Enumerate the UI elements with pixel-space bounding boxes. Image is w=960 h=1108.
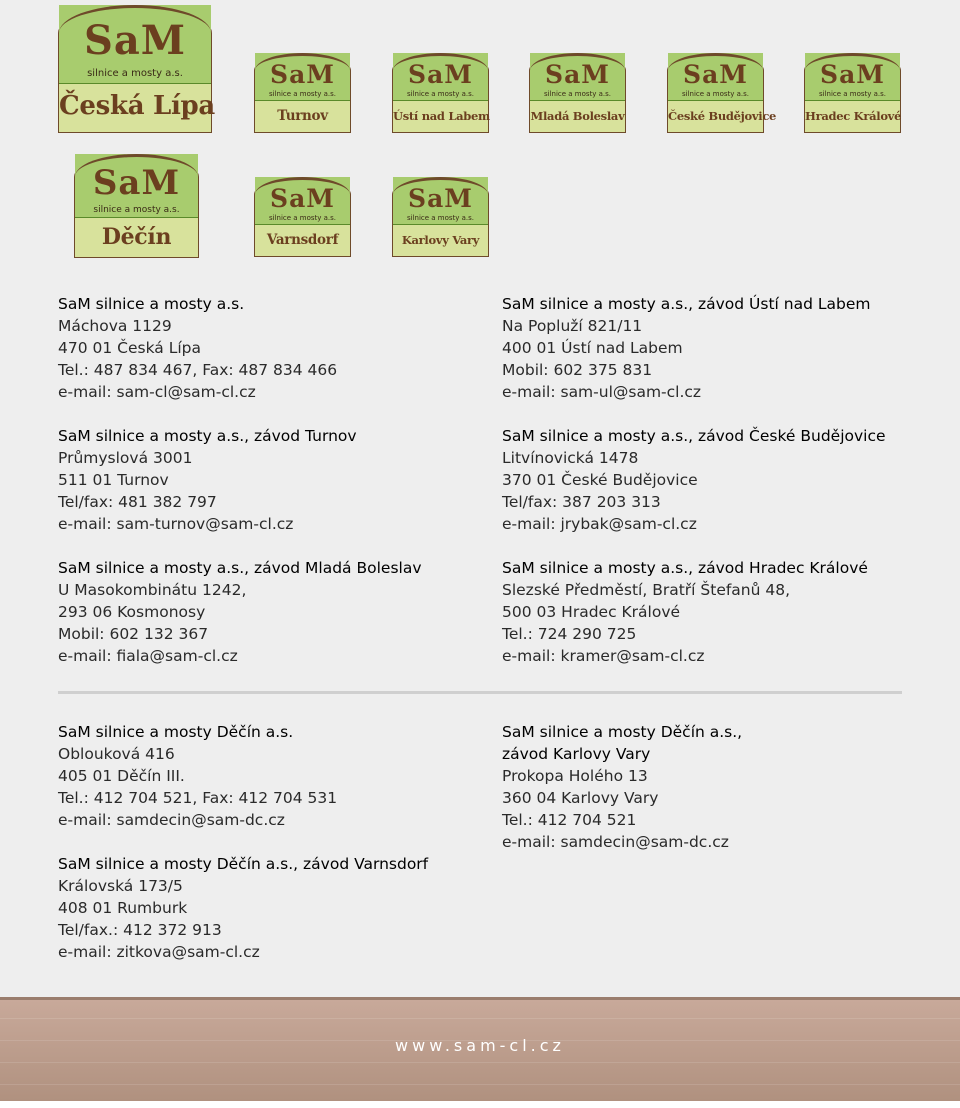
address-heading: SaM silnice a mosty a.s., závod Hradec Králové (502, 559, 868, 577)
address-email[interactable]: e-mail: sam-ul@sam-cl.cz (502, 383, 702, 401)
address-heading: SaM silnice a mosty a.s., závod České Budějovice (502, 427, 886, 445)
address-hradec-kralove (502, 557, 868, 667)
address-phone: Tel.: 412 704 521, Fax: 412 704 531 (58, 789, 338, 807)
address-street: Průmyslová 3001 (58, 449, 193, 467)
address-ceske-budejovice (502, 425, 886, 535)
logo-subtitle: silnice a mosty a.s. (268, 90, 337, 98)
logo-varnsdorf (254, 177, 351, 257)
address-ceska-lipa (58, 293, 337, 403)
logo-decin (74, 154, 199, 258)
logo-sam-text: SaM (83, 17, 187, 64)
logo-subtitle: silnice a mosty a.s. (406, 90, 475, 98)
address-email[interactable]: e-mail: sam-turnov@sam-cl.cz (58, 515, 294, 533)
address-email[interactable]: e-mail: jrybak@sam-cl.cz (502, 515, 697, 533)
logo-city: České Budějovice (668, 109, 777, 123)
address-heading: SaM silnice a mosty Děčín a.s., (502, 723, 743, 741)
address-phone: Tel.: 412 704 521 (502, 811, 637, 829)
address-city: 293 06 Kosmonosy (58, 603, 206, 621)
logo-sam-text: SaM (408, 184, 473, 213)
address-phone: Tel.: 724 290 725 (502, 625, 637, 643)
website-link[interactable]: www.sam-cl.cz (395, 1036, 565, 1055)
address-street: U Masokombinátu 1242, (58, 581, 247, 599)
bottom-strip (0, 1101, 960, 1108)
address-heading: SaM silnice a mosty a.s., závod Ústí nad Labem (502, 295, 871, 313)
address-usti-nad-labem (502, 293, 870, 403)
logo-subtitle: silnice a mosty a.s. (543, 90, 612, 98)
logo-city: Karlovy Vary (401, 233, 480, 247)
logo-sam-text: SaM (408, 60, 473, 89)
address-city: 360 04 Karlovy Vary (502, 789, 659, 807)
address-heading-plant: závod Karlovy Vary (502, 745, 651, 763)
address-phone: Mobil: 602 132 367 (58, 625, 209, 643)
address-turnov (58, 425, 357, 535)
logo-sam-text: SaM (270, 60, 335, 89)
address-email[interactable]: e-mail: samdecin@sam-dc.cz (502, 833, 729, 851)
logo-subtitle: silnice a mosty a.s. (681, 90, 750, 98)
address-phone: Tel/fax: 387 203 313 (502, 493, 661, 511)
logo-city: Turnov (277, 108, 328, 124)
logo-city: Varnsdorf (266, 232, 339, 248)
address-heading: SaM silnice a mosty Děčín a.s., závod Varnsdorf (58, 855, 429, 873)
address-city: 511 01 Turnov (58, 471, 169, 489)
logo-sam-text: SaM (820, 60, 885, 89)
address-city: 470 01 Česká Lípa (58, 339, 202, 357)
section-divider (58, 691, 902, 694)
address-mlada-boleslav (58, 557, 422, 667)
logo-city: Hradec Králové (805, 109, 902, 123)
address-phone: Tel/fax.: 412 372 913 (58, 921, 222, 939)
logo-ceska-lipa (58, 5, 215, 133)
logo-city: Ústí nad Labem (393, 109, 490, 123)
address-heading: SaM silnice a mosty a.s., závod Turnov (58, 427, 357, 445)
address-street: Máchova 1129 (58, 317, 172, 335)
address-street: Slezské Předměstí, Bratří Štefanů 48, (502, 581, 791, 599)
address-city: 370 01 České Budějovice (502, 471, 698, 489)
logo-ceske-budejovice (667, 53, 777, 133)
address-city: 400 01 Ústí nad Labem (502, 339, 683, 357)
logo-sam-text: SaM (683, 60, 748, 89)
address-email[interactable]: e-mail: fiala@sam-cl.cz (58, 647, 238, 665)
logo-subtitle: silnice a mosty a.s. (268, 214, 337, 222)
logo-subtitle: silnice a mosty a.s. (93, 205, 180, 215)
address-heading: SaM silnice a mosty Děčín a.s. (58, 723, 294, 741)
logo-mlada-boleslav (529, 53, 626, 133)
logo-subtitle: silnice a mosty a.s. (818, 90, 887, 98)
logo-sam-text: SaM (92, 163, 181, 203)
address-decin (58, 721, 337, 831)
logo-usti-nad-labem (392, 53, 489, 133)
logo-hradec-kralove (804, 53, 901, 133)
address-phone: Tel/fax: 481 382 797 (58, 493, 217, 511)
logo-subtitle: silnice a mosty a.s. (87, 68, 183, 79)
logo-turnov (254, 53, 351, 133)
address-heading: SaM silnice a mosty a.s. (58, 295, 245, 313)
address-city: 405 01 Děčín III. (58, 767, 185, 785)
address-street: Oblouková 416 (58, 745, 175, 763)
address-city: 408 01 Rumburk (58, 899, 188, 917)
address-phone: Mobil: 602 375 831 (502, 361, 653, 379)
logo-karlovy-vary (392, 177, 489, 257)
address-street: Královská 173/5 (58, 877, 183, 895)
footer-banner (0, 997, 960, 1101)
address-varnsdorf (58, 853, 428, 963)
address-heading: SaM silnice a mosty a.s., závod Mladá Boleslav (58, 559, 422, 577)
address-street: Litvínovická 1478 (502, 449, 639, 467)
address-email[interactable]: e-mail: kramer@sam-cl.cz (502, 647, 705, 665)
address-email[interactable]: e-mail: samdecin@sam-dc.cz (58, 811, 285, 829)
address-street: Prokopa Holého 13 (502, 767, 648, 785)
address-karlovy-vary (502, 721, 742, 853)
logo-city: Mladá Boleslav (530, 109, 625, 123)
address-street: Na Popluží 821/11 (502, 317, 643, 335)
logo-sam-text: SaM (270, 184, 335, 213)
address-phone: Tel.: 487 834 467, Fax: 487 834 466 (58, 361, 338, 379)
logo-sam-text: SaM (545, 60, 610, 89)
address-city: 500 03 Hradec Králové (502, 603, 681, 621)
address-email[interactable]: e-mail: sam-cl@sam-cl.cz (58, 383, 256, 401)
address-email[interactable]: e-mail: zitkova@sam-cl.cz (58, 943, 260, 961)
logo-subtitle: silnice a mosty a.s. (406, 214, 475, 222)
logo-city: Česká Lípa (59, 91, 215, 121)
logo-city: Děčín (101, 224, 172, 250)
